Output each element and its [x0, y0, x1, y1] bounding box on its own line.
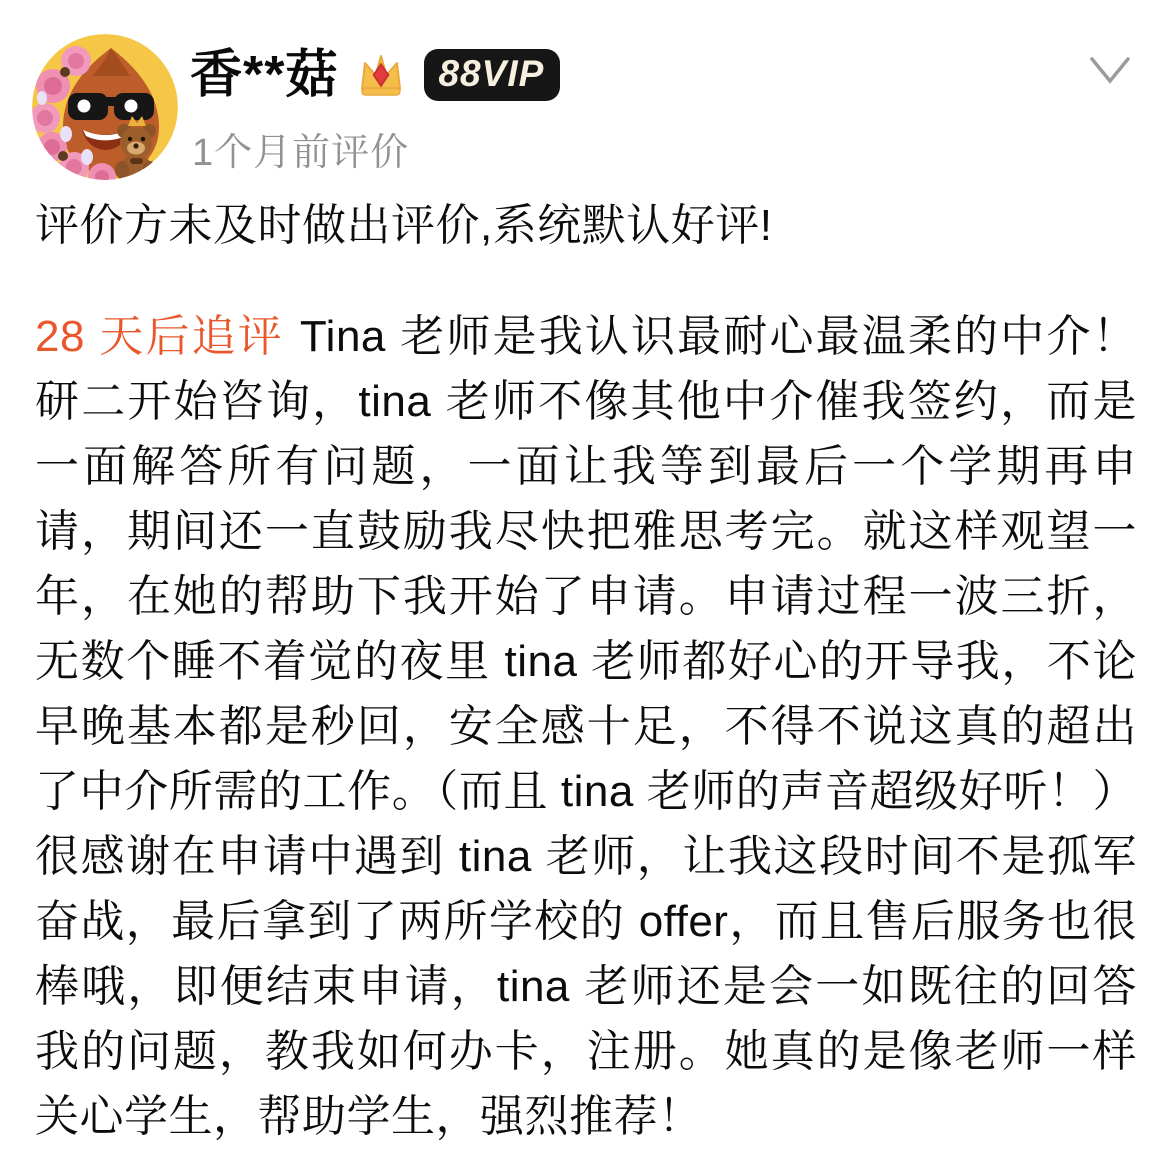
review-body: [35, 193, 1137, 1149]
followup-label: 28 天后追评: [35, 312, 284, 361]
avatar-illustration: [32, 34, 178, 180]
username: 香**菇: [190, 46, 339, 104]
review-timestamp: 1个月前评价: [192, 132, 410, 174]
crown-icon: [354, 48, 408, 102]
vip-badge: 88VIP: [424, 49, 560, 101]
avatar: [32, 34, 178, 180]
followup-review: [35, 304, 1137, 1149]
chevron-down-icon[interactable]: [1088, 54, 1132, 86]
reviewer-name-row: [190, 44, 560, 106]
followup-text: Tina 老师是我认识最耐心最温柔的中介！研二开始咨询，tina 老师不像其他中介催我签约，而是一面解答所有问题，一面让我等到最后一个学期再申请，期间还一直鼓励我尽快把雅思考完。就这样观望一年，在她的帮助下我开始了申请。申请过程一波三折，无数个睡不着觉的夜里 tina 老师都好心的开导我，不论早晚基本都是秒回，安全感十足，不得不说这真的超出了中介所需的工作。（而且 tina 老师的声音超级好听！）很感谢在申请中遇到 tina 老师，让我这段时间不是孤军奋战，最后拿到了两所学校的 offer，而且售后服务也很棒哦，即便结束申请，tina 老师还是会一如既往的回答我的问题，教我如何办卡，注册。她真的是像老师一样关心学生，帮助学生，强烈推荐！: [35, 312, 1137, 1141]
system-default-note: 评价方未及时做出评价,系统默认好评!: [35, 201, 773, 250]
